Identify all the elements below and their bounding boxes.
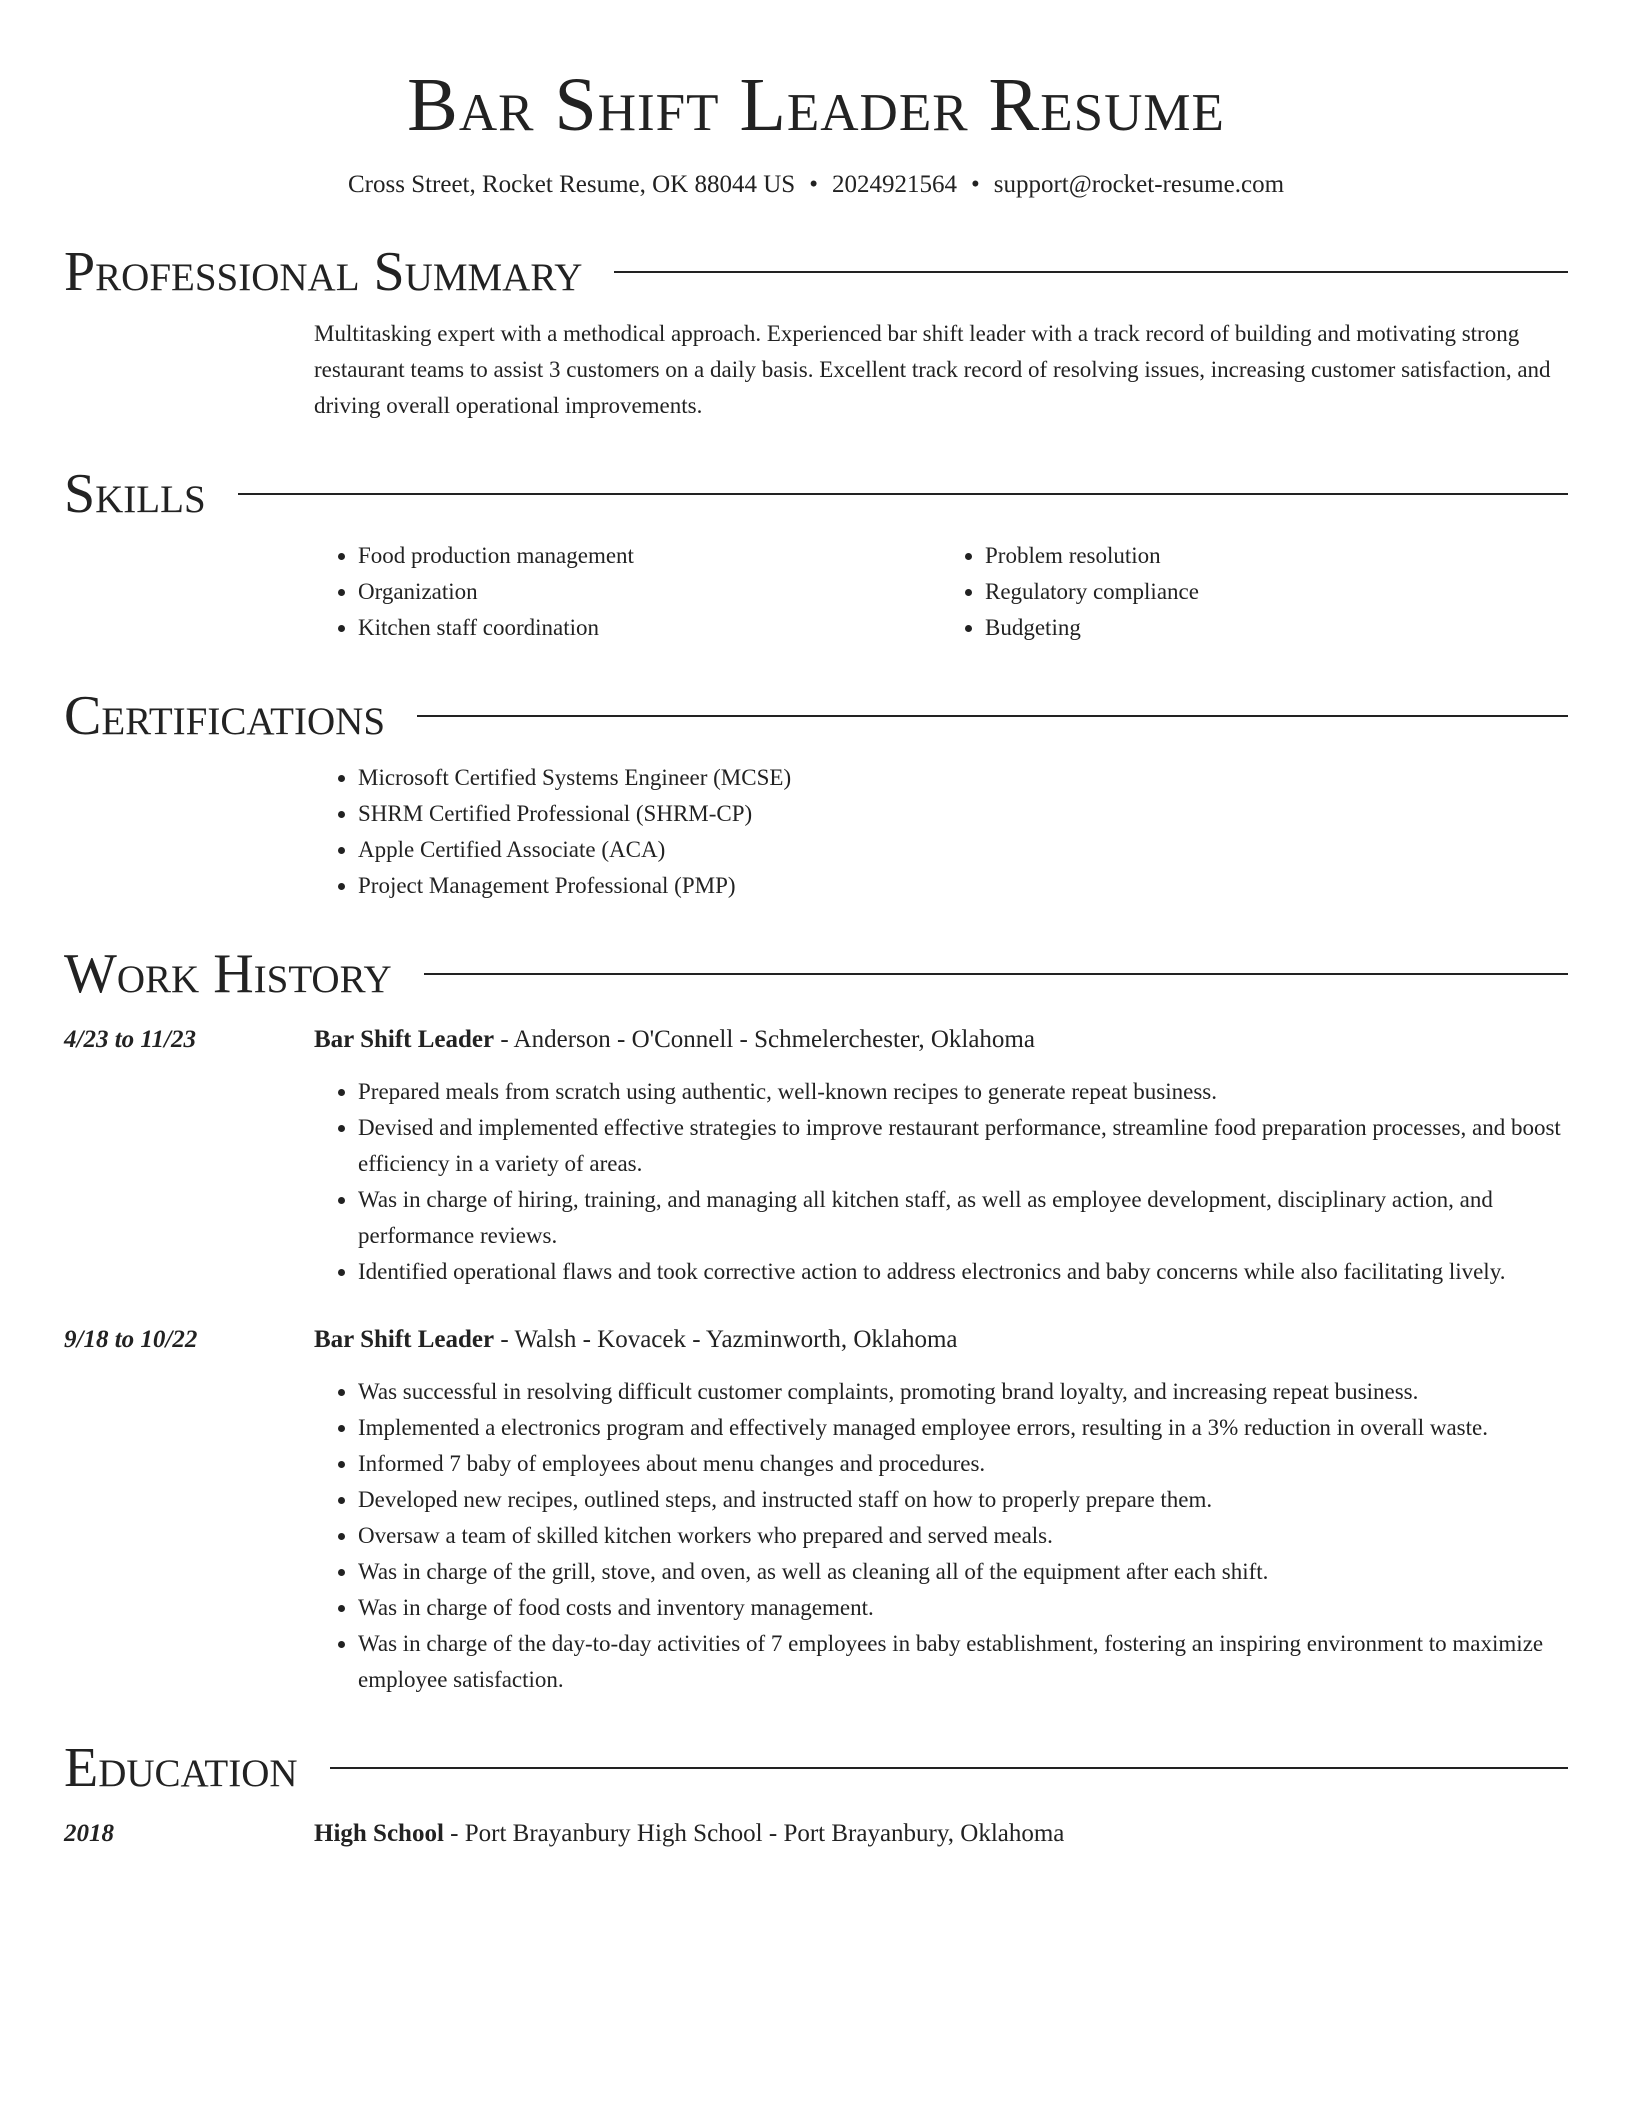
skill-item: • Food production management [358, 538, 941, 574]
resume-page [64, 0, 1568, 1852]
job-bullet: • Implemented a electronics program and effectively managed employee errors, resulting in a 3% reduction in overall waste. [358, 1410, 1568, 1446]
contact-address: Cross Street, Rocket Resume, OK 88044 US [347, 171, 796, 198]
skills-section-header [64, 460, 1568, 528]
work-entry-header [314, 1322, 1568, 1358]
job-bullet: • Was in charge of hiring, training, and managing all kitchen staff, as well as employee development, disciplinary action, and performance reviews. [358, 1182, 1568, 1254]
certification-item: • Project Management Professional (PMP) [358, 868, 1568, 904]
skill-item: • Regulatory compliance [985, 574, 1568, 610]
contact-separator: • [809, 171, 818, 198]
education-school-location: - Port Brayanbury High School - Port Brayanbury, Oklahoma [443, 1820, 1065, 1847]
section-divider [330, 1767, 1568, 1769]
job-title: Bar Shift Leader [314, 1026, 495, 1053]
work-heading: Work History [64, 943, 392, 1005]
summary-body [314, 316, 1568, 424]
section-divider [238, 493, 1568, 495]
skill-item: • Problem resolution [985, 538, 1568, 574]
certifications-body [314, 760, 1568, 904]
education-entry-header [314, 1816, 1568, 1852]
summary-heading: Professional Summary [64, 241, 583, 303]
job-bullet: • Was in charge of food costs and inventory management. [358, 1590, 1568, 1626]
work-entry-main [314, 1022, 1568, 1290]
job-bullet: • Was in charge of the grill, stove, and oven, as well as cleaning all of the equipment after each shift. [358, 1554, 1568, 1590]
skills-column-left [314, 538, 941, 646]
certifications-heading: Certifications [64, 685, 386, 747]
section-divider [417, 715, 1568, 717]
job-bullet: • Identified operational flaws and took corrective action to address electronics and baby concerns while also facilitating lively. [358, 1254, 1568, 1290]
section-divider [614, 271, 1568, 273]
skill-item: • Kitchen staff coordination [358, 610, 941, 646]
summary-section-header [64, 238, 1568, 306]
summary-text: Multitasking expert with a methodical approach. Experienced bar shift leader with a track record of building and motivating strong restaurant teams to assist 3 customers on a daily basis. Excellent track record of resolving issues, increasing customer satisfaction, and driving overall operational improvements. [314, 321, 1551, 418]
work-dates: 4/23 to 11/23 [64, 1026, 196, 1053]
job-bullet: • Devised and implemented effective strategies to improve restaurant performance, streamline food preparation processes, and boost efficiency in a variety of areas. [358, 1110, 1568, 1182]
contact-phone: 2024921564 [831, 171, 957, 198]
skills-column-right [941, 538, 1568, 646]
resume-title: Bar Shift Leader Resume [407, 63, 1225, 147]
job-bullet: • Informed 7 baby of employees about menu changes and procedures. [358, 1446, 1568, 1482]
job-title: Bar Shift Leader [314, 1326, 495, 1353]
job-bullet: • Oversaw a team of skilled kitchen workers who prepared and served meals. [358, 1518, 1568, 1554]
contact-email: support@rocket-resume.com [993, 171, 1285, 198]
job-bullet: • Prepared meals from scratch using authentic, well-known recipes to generate repeat business. [358, 1074, 1568, 1110]
certification-item: • SHRM Certified Professional (SHRM-CP) [358, 796, 1568, 832]
education-heading: Education [64, 1737, 298, 1799]
job-employer-location: - Anderson - O'Connell - Schmelerchester, Oklahoma [494, 1026, 1035, 1053]
job-bullet: • Developed new recipes, outlined steps, and instructed staff on how to properly prepare them. [358, 1482, 1568, 1518]
job-bullet: • Was successful in resolving difficult customer complaints, promoting brand loyalty, and increasing repeat business. [358, 1374, 1568, 1410]
skills-list [314, 538, 1568, 646]
certification-item: • Microsoft Certified Systems Engineer (MCSE) [358, 760, 1568, 796]
work-section-header [64, 940, 1568, 1008]
skill-item: • Budgeting [985, 610, 1568, 646]
education-year: 2018 [64, 1820, 114, 1847]
education-entry-main [314, 1816, 1568, 1852]
skill-item: • Organization [358, 574, 941, 610]
job-bullets [314, 1374, 1568, 1698]
work-entry-main [314, 1322, 1568, 1698]
education-degree: High School [314, 1820, 444, 1847]
education-entry [64, 1816, 1568, 1852]
section-divider [424, 973, 1568, 975]
certification-item: • Apple Certified Associate (ACA) [358, 832, 1568, 868]
work-dates: 9/18 to 10/22 [64, 1326, 198, 1353]
skills-heading: Skills [64, 463, 206, 525]
certifications-section-header [64, 682, 1568, 750]
job-bullets [314, 1074, 1568, 1290]
certifications-list [314, 760, 1568, 904]
work-entry-header [314, 1022, 1568, 1058]
contact-separator: • [970, 171, 980, 198]
education-section-header [64, 1734, 1568, 1802]
job-employer-location: - Walsh - Kovacek - Yazminworth, Oklahoma [494, 1326, 958, 1353]
work-entry [64, 1022, 1568, 1290]
work-entry [64, 1322, 1568, 1698]
job-bullet: • Was in charge of the day-to-day activities of 7 employees in baby establishment, fostering an inspiring environment to maximize employee satisfaction. [358, 1626, 1568, 1698]
contact-line [64, 168, 1568, 202]
